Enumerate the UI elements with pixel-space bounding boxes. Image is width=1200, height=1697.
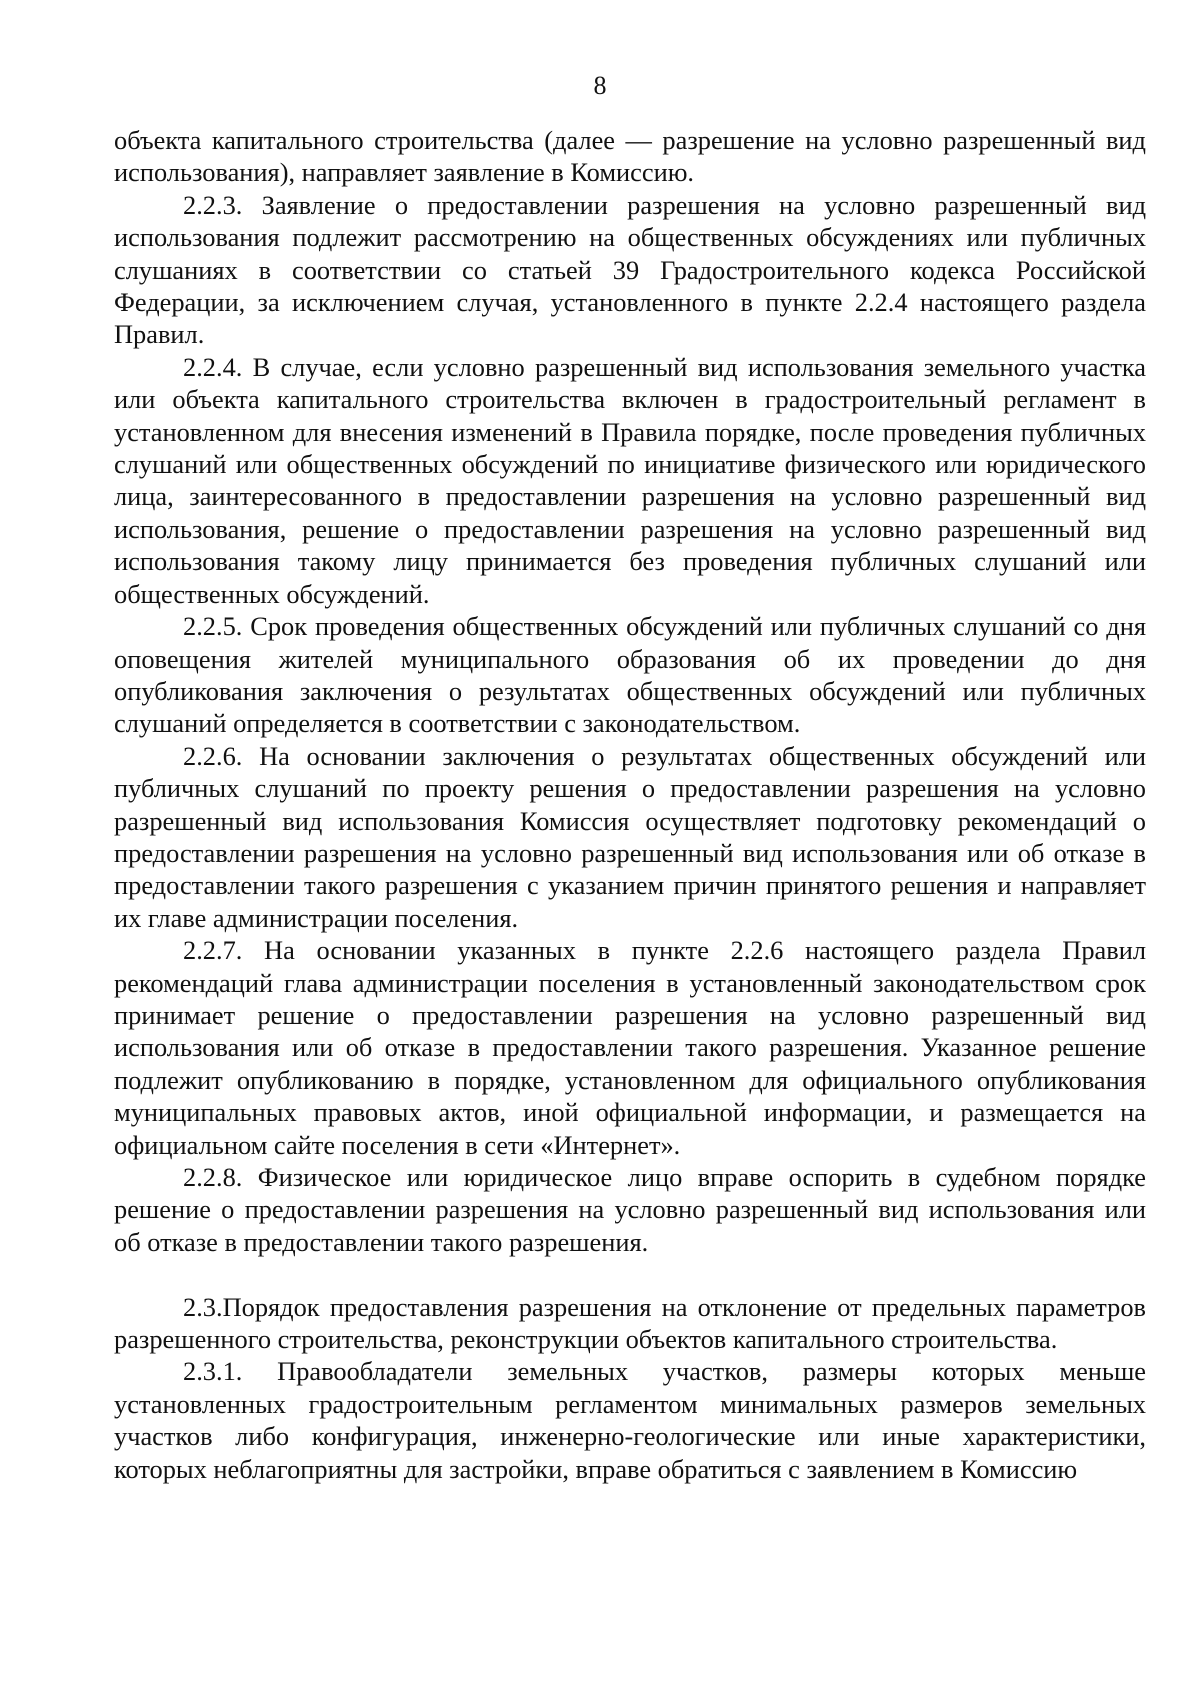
document-body: [114, 124, 1146, 1485]
paragraph-2-2-6: 2.2.6. На основании заключения о результатах общественных обсуждений или публичных слушаний по проекту решения о предоставлении разрешения на условно разрешенный вид использования Комиссия осуществляет подготовку рекомендаций о предоставлении разрешения на условно разрешенный вид использования или об отказе в предоставлении такого разрешения с указанием причин принятого решения и направляет их главе администрации поселения.: [114, 740, 1146, 933]
section-heading-2-3: 2.3.Порядок предоставления разрешения на отклонение от предельных параметров разрешенного строительства, реконструкции объектов капитального строительства.: [114, 1291, 1146, 1355]
page-number: 8: [593, 71, 607, 100]
paragraph-2-2-7: 2.2.7. На основании указанных в пункте 2.2.6 настоящего раздела Правил рекомендаций глава администрации поселения в установленный законодательством срок принимает решение о предоставлении разрешения на условно разрешенный вид использования или об отказе в предоставлении такого разрешения. Указанное решение подлежит опубликованию в порядке, установленном для официального опубликования муниципальных правовых актов, иной официальной информации, и размещается на официальном сайте поселения в сети «Интернет».: [114, 935, 1146, 1160]
paragraph-2-2-8: 2.2.8. Физическое или юридическое лицо вправе оспорить в судебном порядке решение о предоставлении разрешения на условно разрешенный вид использования или об отказе в предоставлении такого разрешения.: [114, 1162, 1146, 1257]
paragraph-2-2-3: 2.2.3. Заявление о предоставлении разрешения на условно разрешенный вид использования подлежит рассмотрению на общественных обсуждениях или публичных слушаниях в соответствии со статьей 39 Градостроительного кодекса Российской Федерации, за исключением случая, установленного в пункте 2.2.4 настоящего раздела Правил.: [114, 189, 1146, 350]
paragraph-2-3-1: 2.3.1. Правообладатели земельных участков, размеры которых меньше установленных градостроительным регламентом минимальных размеров земельных участков либо конфигурация, инженерно-геологические или иные характеристики, которых неблагоприятны для застройки, вправе обратиться с заявлением в Комиссию: [114, 1356, 1146, 1484]
paragraph-2-2-5: 2.2.5. Срок проведения общественных обсуждений или публичных слушаний со дня оповещения жителей муниципального образования об их проведении до дня опубликования заключения о результатах общественных обсуждений или публичных слушаний определяется в соответствии с законодательством.: [114, 611, 1146, 739]
paragraph-2-2-4: 2.2.4. В случае, если условно разрешенный вид использования земельного участка или объекта капитального строительства включен в градостроительный регламент в установленном для внесения изменений в Правила порядке, после проведения публичных слушаний или общественных обсуждений по инициативе физического или юридического лица, заинтересованного в предоставлении разрешения на условно разрешенный вид использования, решение о предоставлении разрешения на условно разрешенный вид использования такому лицу принимается без проведения публичных слушаний или общественных обсуждений.: [114, 351, 1146, 609]
paragraph-continuation: объекта капитального строительства (далее — разрешение на условно разрешенный вид использования), направляет заявление в Комиссию.: [114, 125, 1146, 188]
